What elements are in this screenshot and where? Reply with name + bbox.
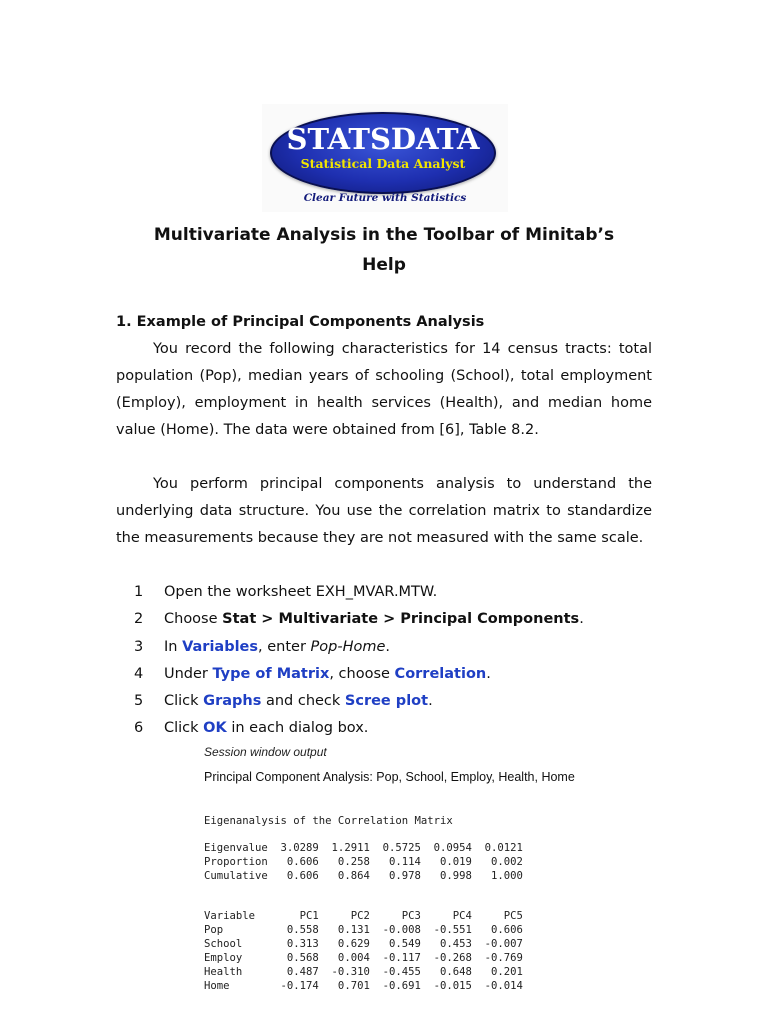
step-text: . xyxy=(428,693,433,709)
step-text: in each dialog box. xyxy=(226,720,369,736)
eigen-row: Proportion 0.606 0.258 0.114 0.019 0.002 xyxy=(204,856,523,868)
step-number: 6 xyxy=(134,720,144,736)
step-number: 3 xyxy=(134,639,144,655)
step-text: Open the worksheet EXH_MVAR.MTW. xyxy=(164,584,438,600)
paragraph-census-text: You record the following characteristics for 14 census tracts: total population (Pop), median years of schooling (School), total employment (Employ), employment in health services (Health), and median home value (Home). The data were obtained from [6], Table 8.2. xyxy=(116,341,652,438)
paragraph-purpose-text: You perform principal components analysis to understand the underlying data structure. You use the correlation matrix to standardize the measurements because they are not measured with the same scale. xyxy=(116,476,652,546)
variable-header-row: Variable PC1 PC2 PC3 PC4 PC5 xyxy=(204,910,523,922)
step-number: 4 xyxy=(134,666,144,682)
page-title-line1: Multivariate Analysis in the Toolbar of Minitab’s xyxy=(153,225,615,245)
logo-oval xyxy=(270,112,496,194)
variable-row: Health 0.487 -0.310 -0.455 0.648 0.201 xyxy=(204,966,523,978)
correlation-term: Correlation xyxy=(394,666,487,682)
logo-subtitle: Statistical Data Analyst xyxy=(300,156,466,171)
step-item xyxy=(116,581,437,603)
step-text: . xyxy=(579,611,584,627)
step-text: Under xyxy=(164,666,213,682)
section-heading: 1. Example of Principal Components Analysis xyxy=(116,314,485,330)
step-number: 2 xyxy=(134,611,144,627)
step-item xyxy=(116,663,491,685)
session-caption: Session window output xyxy=(204,745,327,759)
logo-tagline: Clear Future with Statistics xyxy=(303,192,467,204)
step-text: , choose xyxy=(329,666,395,682)
variable-row: School 0.313 0.629 0.549 0.453 -0.007 xyxy=(204,938,523,950)
graphs-term: Graphs xyxy=(203,693,262,709)
page-title-line2: Help xyxy=(362,255,406,275)
step-text: Click xyxy=(164,693,204,709)
step-item xyxy=(116,636,390,658)
step-text: , enter xyxy=(258,639,311,655)
step-text: Click xyxy=(164,720,204,736)
step-text: Choose xyxy=(164,611,223,627)
step-text: In xyxy=(164,639,183,655)
step-text: . xyxy=(486,666,491,682)
logo-brand: STATSDATA xyxy=(286,122,480,156)
step-item xyxy=(116,608,584,630)
eigen-row: Cumulative 0.606 0.864 0.978 0.998 1.000 xyxy=(204,870,523,882)
variable-row: Pop 0.558 0.131 -0.008 -0.551 0.606 xyxy=(204,924,523,936)
step-number: 1 xyxy=(134,584,144,600)
step-item xyxy=(116,690,433,712)
step-text: and check xyxy=(261,693,345,709)
variable-row: Employ 0.568 0.004 -0.117 -0.268 -0.769 xyxy=(204,952,523,964)
paragraph-purpose xyxy=(116,471,652,552)
step-number: 5 xyxy=(134,693,144,709)
menu-path: Stat > Multivariate > Principal Components xyxy=(222,611,580,627)
scree-plot-term: Scree plot xyxy=(344,693,429,709)
variables-term: Variables xyxy=(182,639,259,655)
ok-term: OK xyxy=(203,720,227,736)
eigen-row: Eigenvalue 3.0289 1.2911 0.5725 0.0954 0.0121 xyxy=(204,842,523,854)
statsdata-logo xyxy=(262,104,508,212)
paragraph-census xyxy=(116,336,652,444)
variable-row: Home -0.174 0.701 -0.691 -0.015 -0.014 xyxy=(204,980,523,992)
session-title: Principal Component Analysis: Pop, School, Employ, Health, Home xyxy=(204,770,575,784)
type-of-matrix-term: Type of Matrix xyxy=(212,666,330,682)
step-text: . xyxy=(385,639,391,655)
variable-range: Pop-Home xyxy=(310,639,386,655)
step-item xyxy=(116,717,368,739)
eigen-heading: Eigenanalysis of the Correlation Matrix xyxy=(204,815,453,827)
